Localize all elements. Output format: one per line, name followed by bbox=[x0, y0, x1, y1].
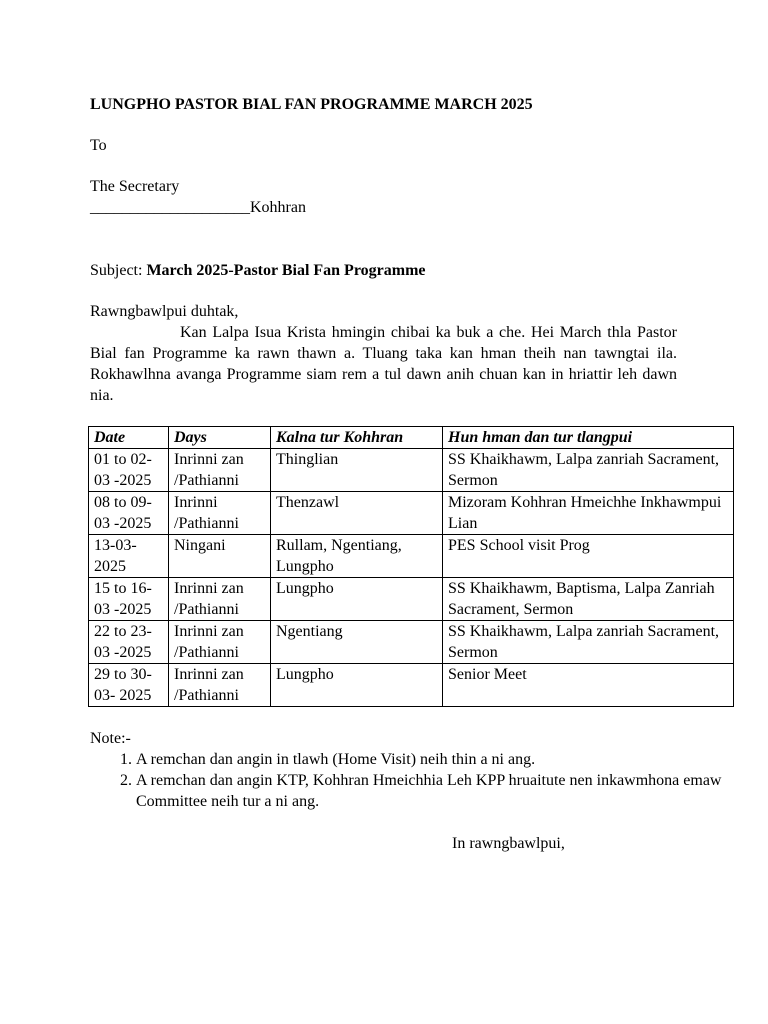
header-hun: Hun hman dan tur tlangpui bbox=[443, 427, 734, 449]
cell-kohhran: Thenzawl bbox=[271, 492, 443, 535]
table-row bbox=[89, 535, 734, 578]
subject-label: Subject: bbox=[90, 262, 147, 279]
document-title: LUNGPHO PASTOR BIAL FAN PROGRAMME MARCH 2025 bbox=[90, 96, 533, 113]
cell-hun: Mizoram Kohhran Hmeichhe Inkhawmpui Lian bbox=[443, 492, 734, 535]
cell-kohhran: Lungpho bbox=[271, 578, 443, 621]
table-row bbox=[89, 492, 734, 535]
list-item: 1. A remchan dan angin in tlawh (Home Visit) neih thin a ni ang. bbox=[136, 749, 736, 770]
body-text: Kan Lalpa Isua Krista hmingin chibai ka buk a che. Hei March thla Pastor Bial fan Programme ka rawn thawn a. Tluang taka kan hman theih nan tawngtai ila. Rokhawlhna avanga Programme siam rem a tul dawn anih chuan kan in hriattir leh dawn nia. bbox=[90, 324, 677, 404]
recipient-line: The Secretary bbox=[90, 178, 180, 195]
table-row bbox=[89, 449, 734, 492]
cell-kohhran: Rullam, Ngentiang, Lungpho bbox=[271, 535, 443, 578]
cell-date: 15 to 16-03 -2025 bbox=[89, 578, 169, 621]
recipient-suffix: Kohhran bbox=[250, 199, 306, 216]
subject-line bbox=[90, 260, 736, 281]
cell-kohhran: Lungpho bbox=[271, 664, 443, 707]
list-item: 2. A remchan dan angin KTP, Kohhran Hmeichhia Leh KPP hruaitute nen inkawmhona emaw Committee neih tur a ni ang. bbox=[136, 770, 736, 812]
cell-kohhran: Ngentiang bbox=[271, 621, 443, 664]
letter-page bbox=[90, 94, 736, 870]
note-label: Note:- bbox=[90, 730, 131, 747]
recipient-blank: ____________________ bbox=[90, 199, 250, 216]
table-row bbox=[89, 578, 734, 621]
cell-kohhran: Thinglian bbox=[271, 449, 443, 492]
header-date: Date bbox=[89, 427, 169, 449]
header-kohhran: Kalna tur Kohhran bbox=[271, 427, 443, 449]
cell-days: Inrinni /Pathianni bbox=[169, 492, 271, 535]
table-row bbox=[89, 664, 734, 707]
recipient-kohhran-line bbox=[90, 197, 736, 218]
subject-text: March 2025-Pastor Bial Fan Programme bbox=[146, 262, 426, 279]
notes-list bbox=[90, 749, 736, 812]
cell-hun: Senior Meet bbox=[443, 664, 734, 707]
to-line: To bbox=[90, 137, 107, 154]
programme-table bbox=[88, 426, 734, 707]
cell-hun: PES School visit Prog bbox=[443, 535, 734, 578]
cell-hun: SS Khaikhawm, Lalpa zanriah Sacrament, Sermon bbox=[443, 621, 734, 664]
cell-hun: SS Khaikhawm, Lalpa zanriah Sacrament, Sermon bbox=[443, 449, 734, 492]
cell-date: 13-03-2025 bbox=[89, 535, 169, 578]
cell-hun: SS Khaikhawm, Baptisma, Lalpa Zanriah Sacrament, Sermon bbox=[443, 578, 734, 621]
body-paragraph bbox=[90, 322, 677, 406]
cell-date: 01 to 02-03 -2025 bbox=[89, 449, 169, 492]
cell-days: Inrinni zan /Pathianni bbox=[169, 621, 271, 664]
cell-days: Inrinni zan /Pathianni bbox=[169, 578, 271, 621]
cell-date: 22 to 23-03 -2025 bbox=[89, 621, 169, 664]
cell-date: 29 to 30-03- 2025 bbox=[89, 664, 169, 707]
cell-days: Ningani bbox=[169, 535, 271, 578]
salutation: Rawngbawlpui duhtak, bbox=[90, 303, 239, 320]
cell-days: Inrinni zan /Pathianni bbox=[169, 664, 271, 707]
cell-date: 08 to 09-03 -2025 bbox=[89, 492, 169, 535]
table-header-row bbox=[89, 427, 734, 449]
closing-line: In rawngbawlpui, bbox=[452, 835, 565, 852]
table-row bbox=[89, 621, 734, 664]
header-days: Days bbox=[169, 427, 271, 449]
cell-days: Inrinni zan /Pathianni bbox=[169, 449, 271, 492]
